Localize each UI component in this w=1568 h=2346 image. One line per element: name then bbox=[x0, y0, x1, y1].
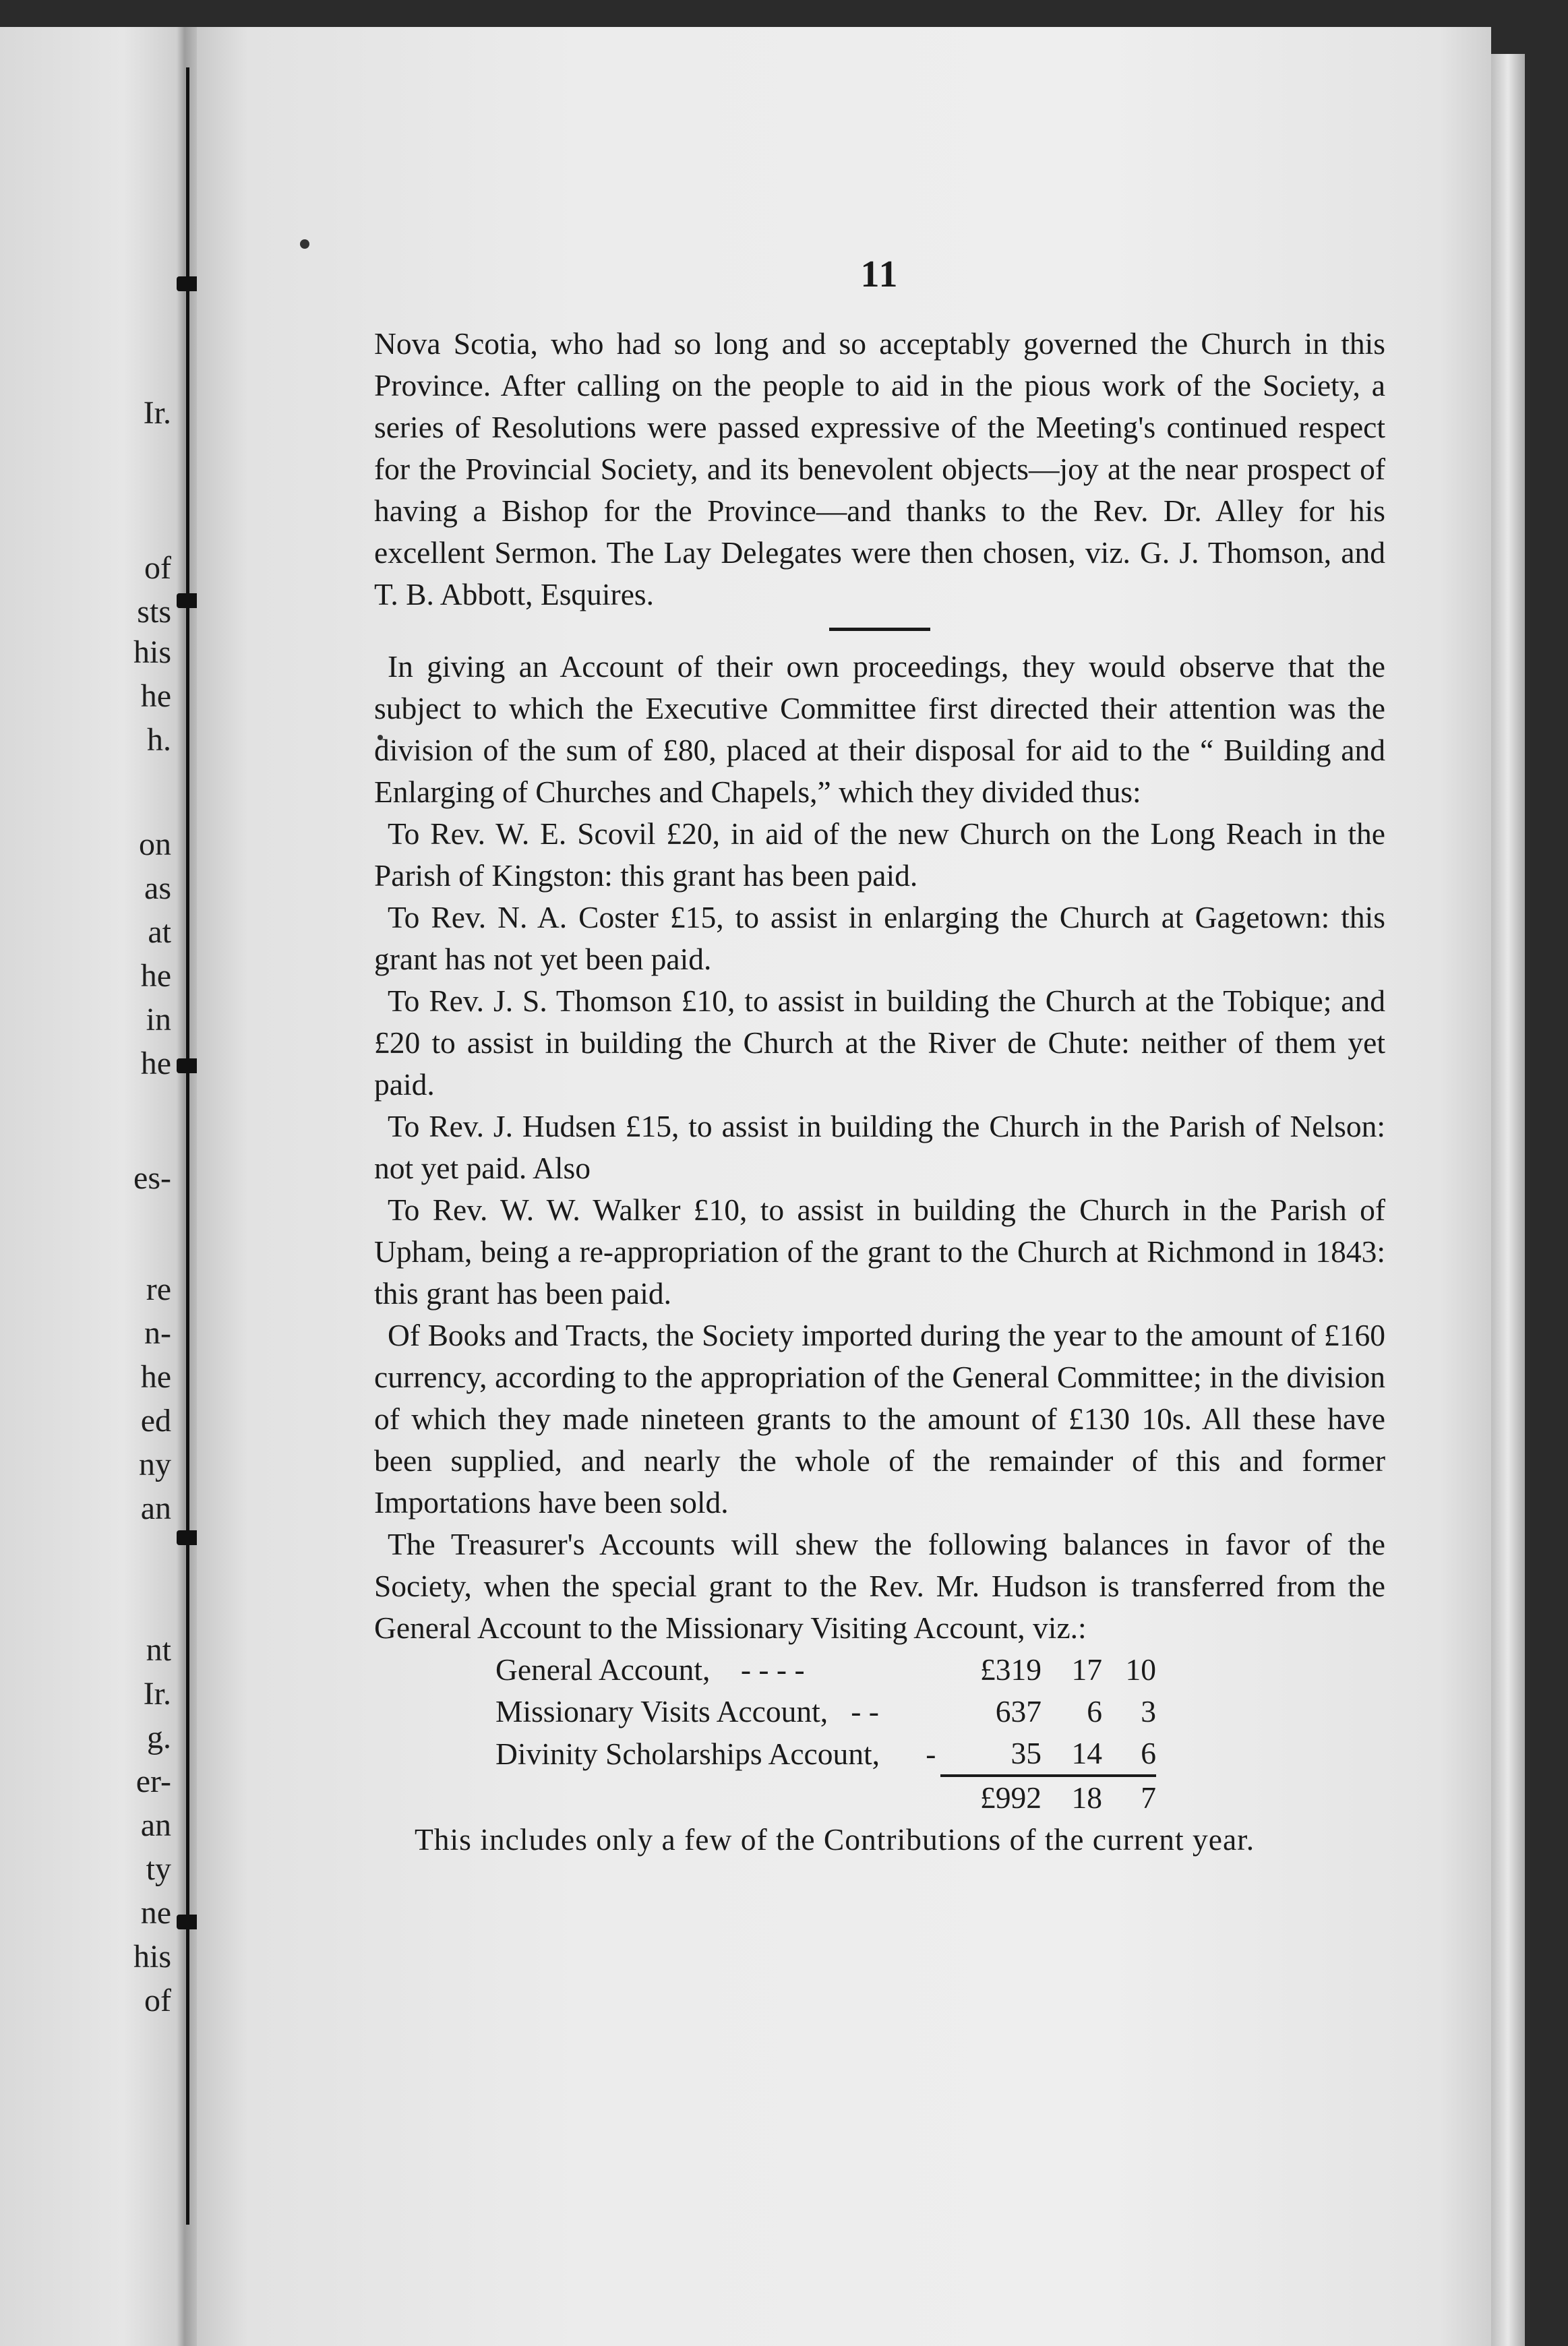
leader-dots: - - bbox=[851, 1694, 879, 1728]
previous-page-fragment: Ir. bbox=[143, 1676, 171, 1712]
previous-page-text-fragments bbox=[0, 27, 177, 2346]
binding-stitch bbox=[177, 276, 200, 291]
previous-page-fragment: he bbox=[140, 678, 171, 714]
balance-row bbox=[495, 1691, 1156, 1733]
previous-page-fragment: Ir. bbox=[143, 395, 171, 431]
account-name: Divinity Scholarships Account, bbox=[495, 1737, 880, 1771]
grant-entry: To Rev. N. A. Coster £15, to assist in enlarging the Church at Gagetown: this grant has not yet been paid. bbox=[374, 900, 1385, 976]
previous-page-fragment: on bbox=[139, 826, 171, 862]
paragraph: Of Books and Tracts, the Society imported during the year to the amount of £160 currency, according to the appropriation of the General Committee; in the division of which they made nineteen grants to the amount of £130 10s. All these have been supplied, and nearly the whole of the remainder of this and former Importations have been sold. bbox=[374, 1318, 1385, 1520]
leader-dots: - bbox=[926, 1737, 936, 1771]
total-pence: 7 bbox=[1102, 1776, 1156, 1819]
balance-total-row bbox=[495, 1776, 1156, 1819]
binding-stitch bbox=[177, 1915, 200, 1929]
previous-page-fragment: h. bbox=[147, 722, 171, 758]
previous-page-fragment: er- bbox=[135, 1764, 171, 1799]
page-text bbox=[374, 253, 1385, 1861]
page-edge bbox=[1491, 54, 1525, 2346]
previous-page-fragment: n- bbox=[144, 1315, 171, 1351]
previous-page-fragment: nt bbox=[146, 1632, 171, 1668]
previous-page-fragment: of bbox=[144, 550, 171, 586]
paragraph: In giving an Account of their own proceedings, they would observe that the subject to which the Executive Committee first directed their attention was the division of the sum of £80, placed at their disposal for aid to the “ Building and Enlarging of Churches and Chapels,” which they divided thus: bbox=[374, 649, 1385, 809]
previous-page-fragment: g. bbox=[147, 1720, 171, 1755]
leader-dots: - - - - bbox=[740, 1652, 805, 1687]
grant-entry: To Rev. J. S. Thomson £10, to assist in building the Church at the Tobique; and £20 to assist in building the Church at the River de Chute: neither of them yet paid. bbox=[374, 984, 1385, 1102]
balance-row bbox=[495, 1649, 1156, 1691]
amount-pence: 10 bbox=[1125, 1652, 1156, 1687]
previous-page-fragment: es- bbox=[133, 1160, 171, 1196]
grant-entry: To Rev. W. E. Scovil £20, in aid of the new Church on the Long Reach in the Parish of Kingston: this grant has been paid. bbox=[374, 816, 1385, 893]
previous-page-fragment: he bbox=[140, 958, 171, 994]
account-name: General Account, bbox=[495, 1652, 711, 1687]
previous-page-fragment: he bbox=[140, 1359, 171, 1395]
previous-page-fragment: ty bbox=[146, 1851, 171, 1887]
amount-pounds: £319 bbox=[980, 1652, 1042, 1687]
amount-pounds: 35 bbox=[1011, 1736, 1042, 1770]
grant-entry: To Rev. J. Hudsen £15, to assist in building the Church in the Parish of Nelson: not yet paid. Also bbox=[374, 1109, 1385, 1185]
previous-page-fragment: an bbox=[140, 1807, 171, 1843]
previous-page-fragment: his bbox=[133, 634, 171, 670]
total-shillings: 18 bbox=[1042, 1776, 1102, 1819]
section-divider bbox=[829, 628, 930, 631]
page-number: 11 bbox=[860, 253, 899, 295]
amount-pence: 6 bbox=[1141, 1736, 1156, 1770]
balance-row bbox=[495, 1733, 1156, 1776]
total-pounds: £992 bbox=[940, 1776, 1042, 1819]
previous-page-fragment: of bbox=[144, 1983, 171, 2018]
previous-page-fragment: ne bbox=[140, 1895, 171, 1931]
ink-speck bbox=[300, 239, 309, 249]
previous-page-fragment: ed bbox=[140, 1403, 171, 1439]
binding-stitch bbox=[177, 1058, 200, 1073]
amount-shillings: 17 bbox=[1071, 1652, 1102, 1687]
amount-pence: 3 bbox=[1141, 1694, 1156, 1728]
previous-page-fragment: an bbox=[140, 1491, 171, 1526]
amount-shillings: 6 bbox=[1087, 1694, 1102, 1728]
previous-page-fragment: as bbox=[144, 870, 171, 906]
previous-page-fragment: in bbox=[146, 1002, 171, 1037]
previous-page-fragment: ny bbox=[139, 1447, 171, 1482]
balances-table bbox=[495, 1649, 1156, 1819]
previous-page-fragment: at bbox=[148, 914, 171, 950]
closing-note: This includes only a few of the Contributions of the current year. bbox=[415, 1822, 1255, 1857]
amount-pounds: 637 bbox=[995, 1694, 1042, 1728]
paragraph: Nova Scotia, who had so long and so acceptably governed the Church in this Province. After calling on the people to aid in the pious work of the Society, a series of Resolutions were passed expressive of the Meeting's continued respect for the Provincial Society, and its benevolent objects—joy at the near prospect of having a Bishop for the Province—and thanks to the Rev. Dr. Alley for his excellent Sermon. The Lay Delegates were then chosen, viz. G. J. Thomson, and T. B. Abbott, Esquires. bbox=[374, 326, 1385, 611]
account-name: Missionary Visits Account, bbox=[495, 1694, 828, 1728]
previous-page-fragment: his bbox=[133, 1939, 171, 1975]
grant-entry: To Rev. W. W. Walker £10, to assist in building the Church in the Parish of Upham, being a re-appropriation of the grant to the Church at Richmond in 1843: this grant has been paid. bbox=[374, 1193, 1385, 1311]
previous-page-fragment: re bbox=[146, 1271, 171, 1307]
amount-shillings: 14 bbox=[1071, 1736, 1102, 1770]
previous-page-fragment: sts bbox=[137, 594, 171, 630]
previous-page-fragment: he bbox=[140, 1046, 171, 1081]
binding-stitch bbox=[177, 593, 200, 608]
paragraph: The Treasurer's Accounts will shew the following balances in favor of the Society, when the special grant to the Rev. Mr. Hudson is transferred from the General Account to the Missionary Visiting Account, viz.: bbox=[374, 1527, 1385, 1645]
binding-thread bbox=[186, 67, 189, 2225]
previous-page-strip bbox=[0, 27, 177, 2346]
binding-stitch bbox=[177, 1530, 200, 1545]
